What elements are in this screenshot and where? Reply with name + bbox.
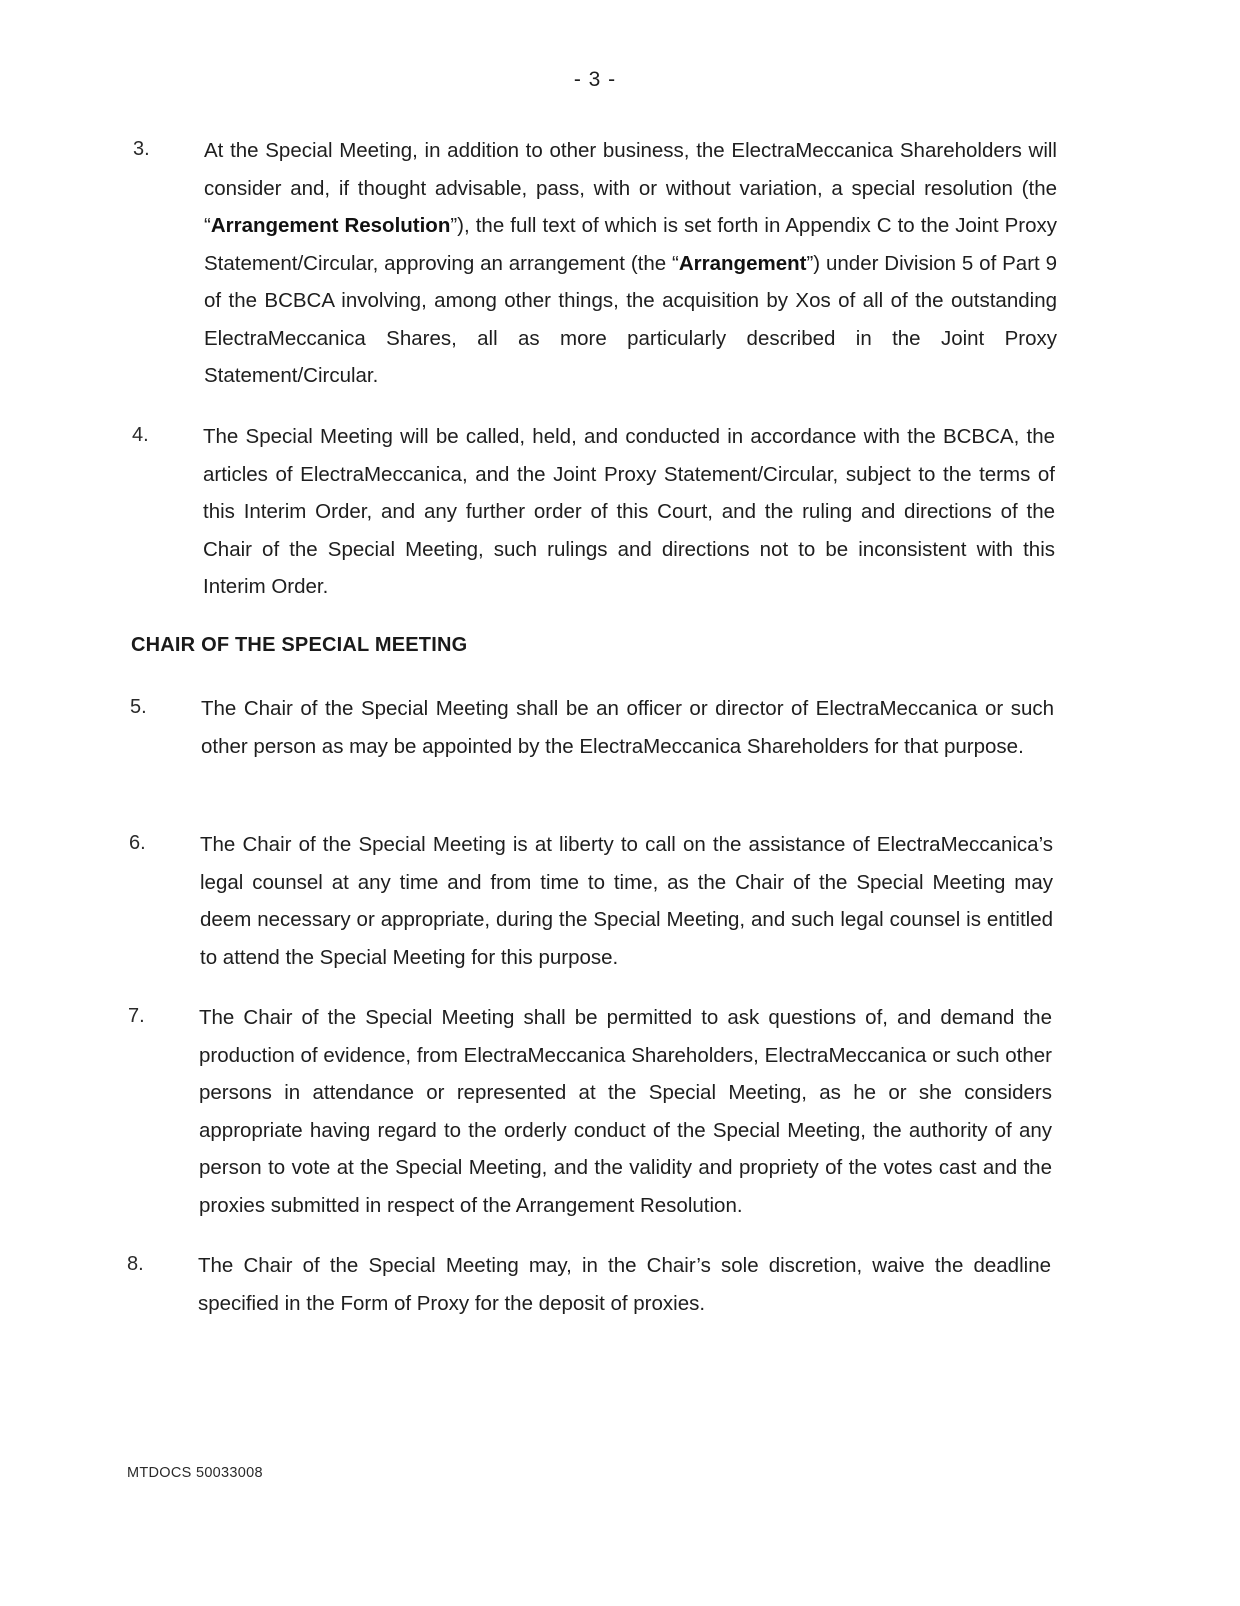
paragraph-number: 3. [133,138,150,160]
paragraph-number: 4. [132,424,149,446]
page-number: - 3 - [573,68,617,91]
paragraph-number: 6. [129,832,146,854]
paragraph-text: The Special Meeting will be called, held, and conducted in accordance with the BCBCA, the articles of ElectraMeccanica, and the Joint Proxy Statement/Circular, subject to the terms of this Interim Order, and any further order of this Court, and the ruling and directions of the Chair of the Special Meeting, such rulings and directions not to be inconsistent with this Interim Order. [203,425,1055,598]
paragraph-text: The Chair of the Special Meeting may, in the Chair’s sole discretion, waive the deadline specified in the Form of Proxy for the deposit of proxies. [198,1254,1051,1315]
paragraph-text: At the Special Meeting, in addition to other business, the ElectraMeccanica Shareholders will consider and, if thought advisable, pass, with or without variation, a special resolution (the “Arrangement Resolution”), the full text of which is set forth in Appendix C to the Joint Proxy Statement/Circular, approving an arrangement (the “Arrangement”) under Division 5 of Part 9 of the BCBCA involving, among other things, the acquisition by Xos of all of the outstanding ElectraMeccanica Shares, all as more particularly described in the Joint Proxy Statement/Circular. [204,139,1057,387]
defined-term-arrangement-resolution: Arrangement Resolution [210,214,451,237]
paragraph-number: 8. [127,1253,144,1275]
paragraph-number: 5. [130,696,147,718]
paragraph-text: The Chair of the Special Meeting is at liberty to call on the assistance of ElectraMeccanica’s legal counsel at any time and from time to time, as the Chair of the Special Meeting may deem necessary or appropriate, during the Special Meeting, and such legal counsel is entitled to attend the Special Meeting for this purpose. [200,833,1053,969]
paragraph-number: 7. [128,1005,145,1027]
defined-term-arrangement: Arrangement [678,251,807,275]
paragraph-text: The Chair of the Special Meeting shall be permitted to ask questions of, and demand the production of evidence, from ElectraMeccanica Shareholders, ElectraMeccanica or such other persons in attendance or represented at the Special Meeting, as he or she considers appropriate having regard to the orderly conduct of the Special Meeting, the authority of any person to vote at the Special Meeting, and the validity and propriety of the votes cast and the proxies submitted in respect of the Arrangement Resolution. [199,1006,1052,1217]
paragraph-text: The Chair of the Special Meeting shall be an officer or director of ElectraMeccanica or such other person as may be appointed by the ElectraMeccanica Shareholders for that purpose. [201,697,1054,758]
document-reference: MTDOCS 50033008 [127,1465,263,1481]
section-heading: CHAIR OF THE SPECIAL MEETING [131,634,468,656]
